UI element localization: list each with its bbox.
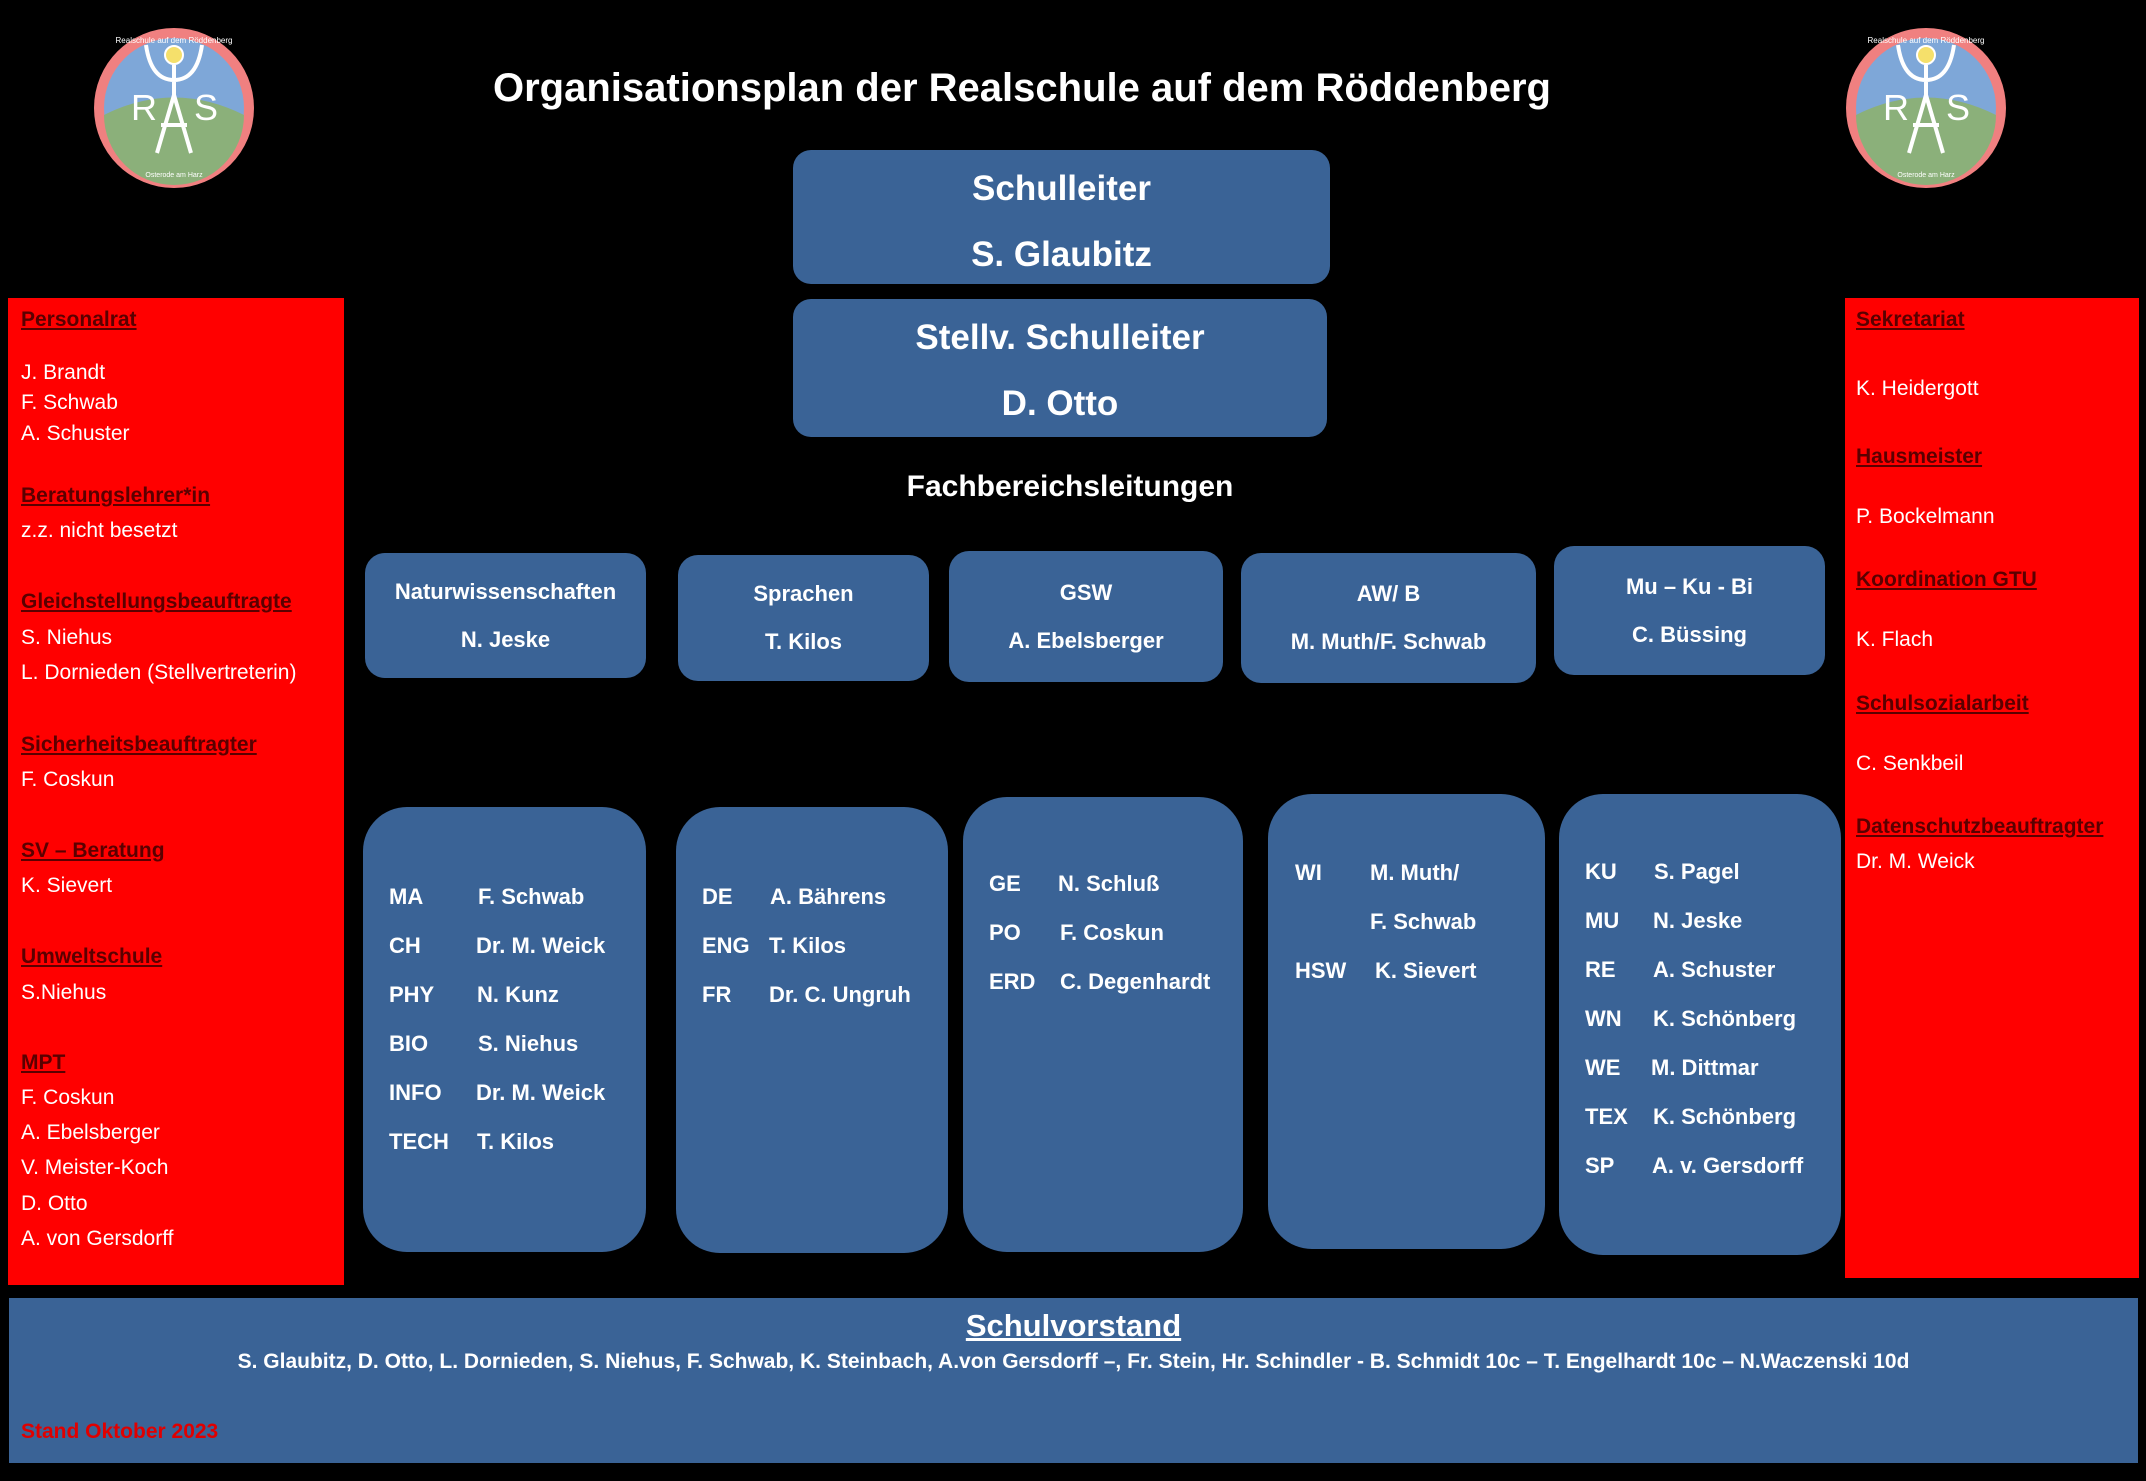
member-line: A. Ebelsberger — [21, 1121, 160, 1144]
subject-code: INFO — [389, 1079, 442, 1105]
subject-teacher: A. Schuster — [1653, 956, 1776, 982]
subject-row — [389, 872, 646, 921]
subject-code: ERD — [989, 968, 1036, 994]
department-lead: A. Ebelsberger — [1008, 627, 1164, 653]
subject-code: WI — [1295, 859, 1322, 885]
subject-row — [1585, 994, 1841, 1043]
subject-row — [1585, 1141, 1841, 1190]
subjects-box-gsw — [963, 797, 1243, 1252]
subject-code: GE — [989, 870, 1021, 896]
member-line: J. Brandt — [21, 361, 106, 384]
subjects-box-mu-ku-bi — [1559, 794, 1841, 1255]
member-line: V. Meister-Koch — [21, 1156, 169, 1179]
subject-row — [389, 1019, 646, 1068]
subject-row — [1585, 945, 1841, 994]
member-line: A. Schuster — [21, 422, 130, 445]
right-info-panel — [1845, 298, 2139, 1278]
school-logo-right — [1843, 25, 2009, 191]
subject-row — [1295, 946, 1545, 995]
subject-teacher: M. Dittmar — [1651, 1054, 1759, 1080]
subject-teacher: Dr. C. Ungruh — [769, 981, 911, 1007]
footer-members: S. Glaubitz, D. Otto, L. Dornieden, S. Niehus, F. Schwab, K. Steinbach, A.von Gersdorff –, Fr. Stein, Hr. Schindler - B. Schmidt 10c – T. Engelhardt 10c – N.Waczenski 10d — [237, 1350, 1910, 1373]
subject-teacher: N. Schluß — [1058, 870, 1160, 896]
subject-row — [1585, 1043, 1841, 1092]
heading-sekretariat: Sekretariat — [1856, 308, 1965, 331]
subject-teacher: F. Schwab — [1370, 908, 1477, 934]
subject-teacher: Dr. M. Weick — [476, 1079, 606, 1105]
subject-code: ENG — [702, 932, 750, 958]
subject-code: HSW — [1295, 957, 1347, 983]
principal-role: Schulleiter — [972, 169, 1151, 208]
department-lead: T. Kilos — [764, 629, 842, 654]
subject-code: MU — [1585, 907, 1620, 933]
heading-sicherheit: Sicherheitsbeauftragter — [21, 733, 257, 756]
footer-title: Schulvorstand — [965, 1308, 1182, 1343]
subject-teacher: S. Niehus — [478, 1030, 579, 1056]
subject-row — [702, 970, 948, 1019]
subject-teacher: C. Degenhardt — [1060, 968, 1211, 994]
logo-letter-s: S — [1946, 87, 1971, 128]
subject-teacher: A. v. Gersdorff — [1652, 1152, 1804, 1178]
department-box-gsw — [949, 551, 1223, 682]
member-line: P. Bockelmann — [1856, 505, 1995, 528]
heading-schulsozialarbeit: Schulsozialarbeit — [1856, 692, 2029, 715]
logo-letter-r: R — [1883, 87, 1909, 128]
department-name: Naturwissenschaften — [394, 578, 617, 604]
subjects-box-sprachen — [676, 807, 948, 1253]
subject-row — [1585, 1092, 1841, 1141]
heading-umweltschule: Umweltschule — [21, 945, 163, 968]
logo-bottom-text: Osterode am Harz — [1897, 172, 1955, 179]
logo-letter-s: S — [194, 87, 219, 128]
subject-row — [989, 908, 1243, 957]
subject-code: PHY — [389, 981, 435, 1007]
subject-teacher: A. Bährens — [770, 883, 887, 909]
subject-teacher: N. Jeske — [1653, 907, 1743, 933]
page-title: Organisationsplan der Realschule auf dem Röddenberg — [493, 66, 1551, 110]
heading-datenschutz: Datenschutzbeauftragter — [1856, 815, 2104, 838]
subject-code: DE — [702, 883, 733, 909]
principal-name: S. Glaubitz — [971, 235, 1152, 274]
subject-teacher: S. Pagel — [1654, 858, 1740, 884]
subject-row — [389, 921, 646, 970]
deputy-role: Stellv. Schulleiter — [915, 318, 1205, 357]
subject-teacher: N. Kunz — [477, 981, 559, 1007]
subject-code: BIO — [389, 1030, 429, 1056]
member-line: Dr. M. Weick — [1856, 850, 1975, 873]
heading-personalrat: Personalrat — [21, 308, 137, 331]
heading-hausmeister: Hausmeister — [1856, 445, 1983, 468]
member-line: z.z. nicht besetzt — [21, 519, 178, 542]
subject-code: WN — [1585, 1005, 1622, 1031]
subject-teacher: T. Kilos — [477, 1128, 555, 1154]
member-line: K. Flach — [1856, 628, 1934, 651]
member-line: D. Otto — [21, 1192, 88, 1215]
department-box-aw-b — [1241, 553, 1536, 683]
department-name: Sprachen — [753, 581, 854, 606]
subject-code: WE — [1585, 1054, 1621, 1080]
member-line: F. Coskun — [21, 768, 115, 791]
subject-row — [389, 970, 646, 1019]
member-line: A. von Gersdorff — [21, 1227, 174, 1250]
subject-row — [702, 921, 948, 970]
heading-beratung: Beratungslehrer*in — [21, 484, 211, 507]
department-name: GSW — [1059, 579, 1113, 605]
subject-code: TEX — [1585, 1103, 1628, 1129]
logo-letter-r: R — [131, 87, 157, 128]
logo-top-text: Realschule auf dem Röddenberg — [115, 36, 233, 45]
subject-teacher: F. Schwab — [478, 883, 585, 909]
school-logo-left — [91, 25, 257, 191]
member-line: F. Schwab — [21, 391, 118, 414]
department-box-sprachen — [678, 555, 929, 681]
schulvorstand-footer — [9, 1298, 2138, 1463]
member-line: S.Niehus — [21, 981, 107, 1004]
heading-gleichstellung: Gleichstellungsbeauftragte — [21, 590, 292, 613]
logo-bottom-text: Osterode am Harz — [145, 172, 203, 179]
subject-row — [702, 872, 948, 921]
subject-row — [1585, 896, 1841, 945]
subject-row — [989, 859, 1243, 908]
subject-teacher: K. Schönberg — [1653, 1005, 1797, 1031]
deputy-name: D. Otto — [1001, 384, 1119, 423]
deputy-box — [793, 299, 1327, 437]
subject-teacher: F. Coskun — [1060, 919, 1164, 945]
left-info-panel — [8, 298, 344, 1285]
member-line: S. Niehus — [21, 626, 113, 649]
subjects-box-naturwissenschaften — [363, 807, 646, 1252]
department-name: AW/ B — [1356, 581, 1421, 606]
subject-row — [1295, 848, 1545, 897]
department-box-naturwissenschaften — [365, 553, 646, 678]
subject-teacher: Dr. M. Weick — [476, 932, 606, 958]
department-name: Mu – Ku - Bi — [1625, 573, 1754, 599]
subject-code: TECH — [389, 1128, 449, 1154]
subject-teacher: K. Sievert — [1375, 957, 1477, 983]
logo-top-text: Realschule auf dem Röddenberg — [1867, 36, 1985, 45]
subject-teacher: M. Muth/ — [1370, 859, 1460, 885]
subject-code: PO — [989, 919, 1021, 945]
subject-teacher: T. Kilos — [769, 932, 847, 958]
subject-row — [389, 1068, 646, 1117]
member-line: C. Senkbeil — [1856, 752, 1964, 775]
heading-sv-beratung: SV – Beratung — [21, 839, 165, 862]
subject-row — [1295, 897, 1545, 946]
department-lead: C. Büssing — [1632, 621, 1747, 647]
heading-mpt: MPT — [21, 1051, 66, 1074]
member-line: F. Coskun — [21, 1086, 115, 1109]
subject-code: MA — [389, 883, 424, 909]
department-lead: N. Jeske — [460, 626, 551, 652]
subject-row — [389, 1117, 646, 1166]
footer-stand-date: Stand Oktober 2023 — [21, 1420, 219, 1443]
subject-code: KU — [1585, 858, 1617, 884]
subject-code: CH — [389, 932, 421, 958]
heading-koordination-gtu: Koordination GTU — [1856, 568, 2037, 591]
subjects-box-aw-b — [1268, 794, 1545, 1249]
subject-code: FR — [702, 981, 732, 1007]
member-line: L. Dornieden (Stellvertreterin) — [21, 661, 297, 684]
subject-row — [1585, 847, 1841, 896]
department-lead: M. Muth/F. Schwab — [1290, 629, 1487, 654]
department-box-mu-ku-bi — [1554, 546, 1825, 675]
departments-heading: Fachbereichsleitungen — [906, 470, 1234, 503]
member-line: K. Sievert — [21, 874, 113, 897]
subject-teacher: K. Schönberg — [1653, 1103, 1797, 1129]
subject-code: SP — [1585, 1152, 1615, 1178]
subject-row — [989, 957, 1243, 1006]
subject-code: RE — [1585, 956, 1616, 982]
member-line: K. Heidergott — [1856, 377, 1979, 400]
principal-box — [793, 150, 1330, 284]
